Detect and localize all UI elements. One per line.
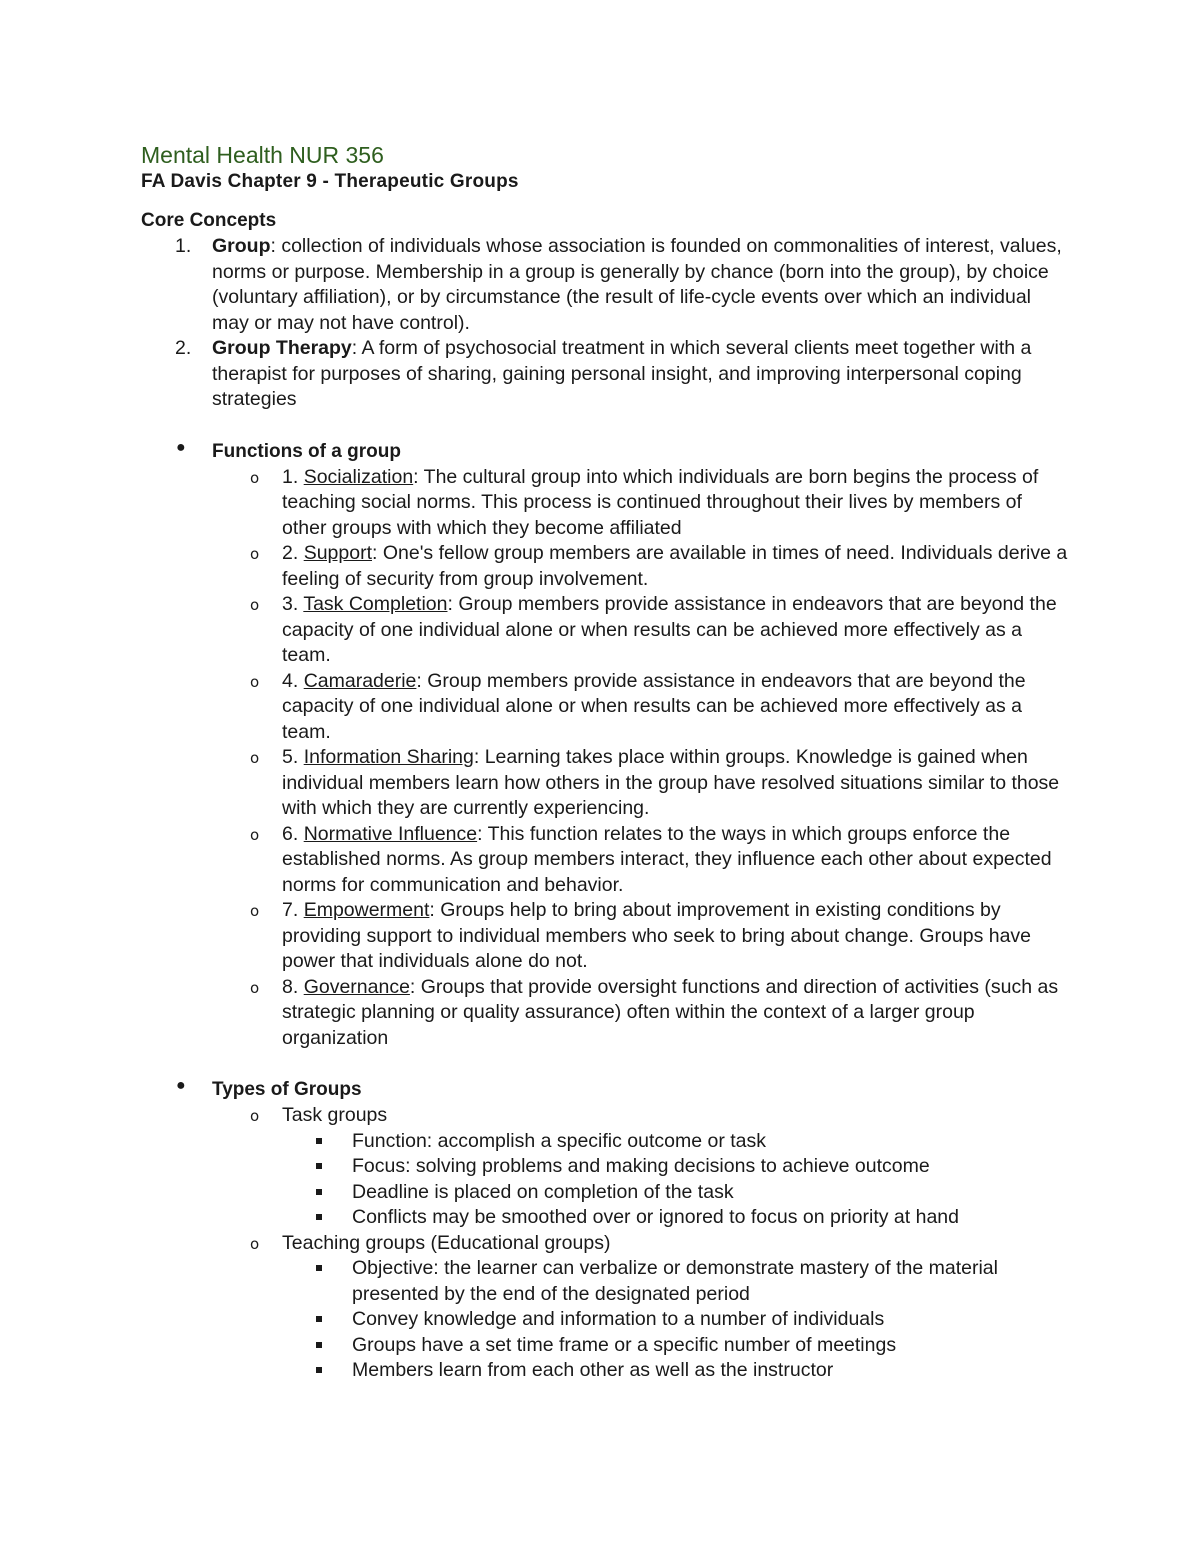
item-number: 8. xyxy=(282,975,304,998)
point-text: Function: accomplish a specific outcome or task xyxy=(352,1129,767,1152)
item-term: Task Completion xyxy=(303,593,448,615)
group-type-point xyxy=(141,1358,1071,1384)
point-text: Members learn from each other as well as the instructor xyxy=(352,1359,834,1381)
square-bullet-icon xyxy=(316,1163,322,1169)
function-item xyxy=(141,669,1071,746)
point-text: Conflicts may be smoothed over or ignored to focus on priority at hand xyxy=(352,1206,959,1228)
square-bullet-icon xyxy=(316,1138,322,1144)
functions-section xyxy=(141,439,1071,465)
group-type-point xyxy=(141,1307,1071,1333)
point-text: Focus: solving problems and making decisions to achieve outcome xyxy=(352,1155,930,1177)
item-text: : Group members provide assistance in endeavors that are beyond the capacity of one individual alone or when results can be achieved more effectively as a team. xyxy=(282,669,1026,743)
item-number: 7. xyxy=(282,899,304,921)
functions-heading: Functions of a group xyxy=(212,440,401,462)
item-text: : A form of psychosocial treatment in which several clients meet together with a therapist for purposes of sharing, gaining personal insight, and improving interpersonal coping strategies xyxy=(212,337,1032,410)
bullet-icon: ● xyxy=(176,1077,186,1094)
core-item xyxy=(141,336,1071,413)
item-term: Group xyxy=(212,235,271,257)
item-term: Information Sharing xyxy=(303,746,474,768)
group-type-point xyxy=(141,1333,1071,1359)
circle-bullet-icon: o xyxy=(250,902,260,920)
types-section xyxy=(141,1077,1071,1103)
item-number: 2. xyxy=(282,542,304,564)
square-bullet-icon xyxy=(316,1189,322,1195)
item-number: 6. xyxy=(282,822,304,845)
item-text: : One's fellow group members are available in times of need. Individuals derive a feeling of security from group involvement. xyxy=(282,542,1068,590)
group-type-point xyxy=(141,1129,1071,1155)
circle-bullet-icon: o xyxy=(250,468,260,487)
point-text: Objective: the learner can verbalize or demonstrate mastery of the material presented by the end of the designated period xyxy=(352,1257,998,1305)
document-page xyxy=(141,140,1071,1384)
function-item xyxy=(141,822,1071,899)
square-bullet-icon xyxy=(316,1316,322,1322)
item-text: : Learning takes place within groups. Knowledge is gained when individual members learn how others in the group have resolved situations similar to those with which they are currently experiencing. xyxy=(282,746,1060,819)
item-text: : The cultural group into which individuals are born begins the process of teaching social norms. This process is continued throughout their lives by members of other groups with which they become affiliated xyxy=(282,465,1039,539)
item-term: Socialization xyxy=(303,465,414,488)
group-type-point xyxy=(141,1180,1071,1206)
function-item xyxy=(141,745,1071,822)
item-number: 3. xyxy=(282,593,304,615)
item-text: : This function relates to the ways in which groups enforce the established norms. As group members interact, they influence each other about expected norms for communication and behavior. xyxy=(282,822,1052,896)
item-term: Camaraderie xyxy=(303,669,417,692)
circle-bullet-icon: o xyxy=(250,672,260,691)
square-bullet-icon xyxy=(316,1214,322,1220)
core-item xyxy=(141,234,1071,336)
group-type-point xyxy=(141,1256,1071,1307)
point-text: Convey knowledge and information to a number of individuals xyxy=(352,1308,885,1330)
circle-bullet-icon: o xyxy=(250,1107,260,1125)
circle-bullet-icon: o xyxy=(250,1234,260,1253)
circle-bullet-icon: o xyxy=(250,545,260,563)
point-text: Deadline is placed on completion of the task xyxy=(352,1180,734,1203)
item-term: Normative Influence xyxy=(303,822,478,845)
function-item xyxy=(141,541,1071,592)
document-subtitle: FA Davis Chapter 9 - Therapeutic Groups xyxy=(141,171,519,192)
item-number: 4. xyxy=(282,669,304,692)
group-type-item xyxy=(141,1231,1071,1257)
group-type-label: Teaching groups (Educational groups) xyxy=(282,1231,611,1254)
bullet-icon: ● xyxy=(176,438,186,456)
function-item xyxy=(141,592,1071,669)
item-number: 2. xyxy=(175,337,192,359)
group-type-label: Task groups xyxy=(282,1104,388,1126)
function-item xyxy=(141,898,1071,975)
circle-bullet-icon: o xyxy=(250,978,260,997)
core-concepts-heading: Core Concepts xyxy=(141,210,277,231)
item-text: : Groups that provide oversight functions and direction of activities (such as strategic planning or quality assurance) often within the context of a larger group organization xyxy=(282,975,1059,1049)
item-term: Group Therapy xyxy=(212,337,352,359)
item-number: 1. xyxy=(282,465,304,488)
document-title: Mental Health NUR 356 xyxy=(141,142,384,168)
circle-bullet-icon: o xyxy=(250,749,260,767)
types-heading: Types of Groups xyxy=(212,1079,362,1100)
item-text: : Groups help to bring about improvement in existing conditions by providing support to individual members who seek to bring about change. Groups have power that individuals alone do not. xyxy=(282,899,1032,972)
square-bullet-icon xyxy=(316,1265,322,1271)
point-text: Groups have a set time frame or a specific number of meetings xyxy=(352,1333,897,1356)
item-term: Support xyxy=(303,542,372,564)
item-number: 1. xyxy=(175,235,192,257)
group-type-item xyxy=(141,1103,1071,1129)
circle-bullet-icon: o xyxy=(250,596,260,614)
function-item xyxy=(141,975,1071,1052)
item-text: : collection of individuals whose association is founded on commonalities of interest, values, norms or purpose. Membership in a group is generally by chance (born into the group), by choice (voluntary affiliation), or by circumstance (the result of life-cycle events over which an individual may or may not have control). xyxy=(212,235,1062,334)
item-text: : Group members provide assistance in endeavors that are beyond the capacity of one individual alone or when results can be achieved more effectively as a team. xyxy=(282,593,1057,666)
circle-bullet-icon: o xyxy=(250,825,260,844)
item-number: 5. xyxy=(282,746,304,768)
square-bullet-icon xyxy=(316,1342,322,1348)
item-term: Governance xyxy=(303,975,410,998)
function-item xyxy=(141,465,1071,542)
item-term: Empowerment xyxy=(303,899,430,921)
group-type-point xyxy=(141,1154,1071,1180)
square-bullet-icon xyxy=(316,1367,322,1373)
group-type-point xyxy=(141,1205,1071,1231)
